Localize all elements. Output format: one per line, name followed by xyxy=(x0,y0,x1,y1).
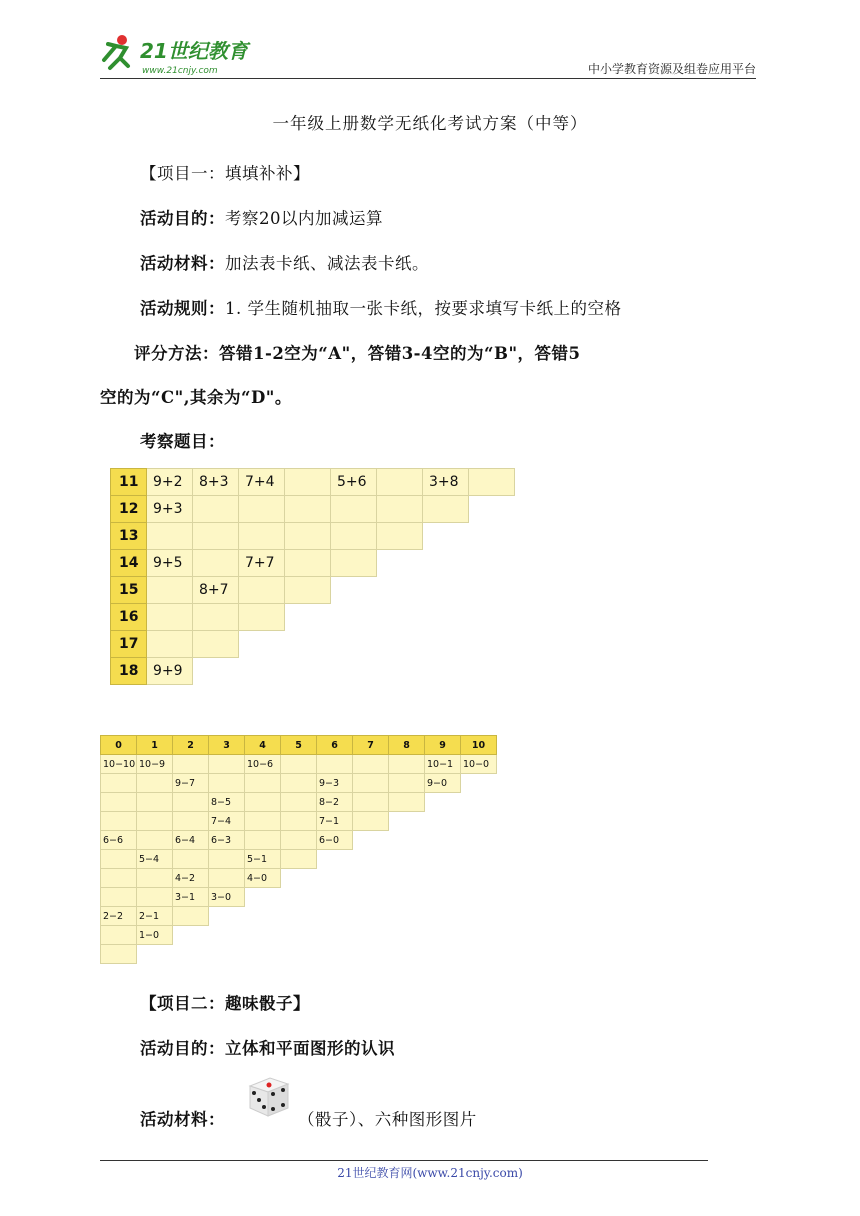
table-row xyxy=(101,850,497,869)
addition-table xyxy=(110,468,515,685)
empty-space xyxy=(353,926,389,945)
empty-space xyxy=(377,658,423,685)
addition-cell[interactable] xyxy=(147,577,193,604)
empty-space xyxy=(377,577,423,604)
table-row xyxy=(101,812,497,831)
empty-space xyxy=(389,926,425,945)
empty-space xyxy=(353,945,389,964)
subtraction-cell[interactable]: 9−7 xyxy=(173,774,209,793)
row-sum-header: 14 xyxy=(111,550,147,577)
subtraction-cell[interactable]: 1−0 xyxy=(137,926,173,945)
subtraction-cell[interactable]: 3−0 xyxy=(209,888,245,907)
subtraction-cell[interactable] xyxy=(281,774,317,793)
subtraction-cell[interactable]: 2−2 xyxy=(101,907,137,926)
table-row xyxy=(101,774,497,793)
addition-cell[interactable]: 5+6 xyxy=(331,469,377,496)
empty-space xyxy=(239,658,285,685)
addition-cell[interactable] xyxy=(239,577,285,604)
subtraction-cell[interactable] xyxy=(137,793,173,812)
subtraction-cell[interactable] xyxy=(209,755,245,774)
empty-space xyxy=(389,869,425,888)
addition-cell[interactable] xyxy=(193,523,239,550)
addition-cell[interactable] xyxy=(331,550,377,577)
purpose-label: 活动目的： xyxy=(140,1039,225,1058)
subtraction-cell[interactable] xyxy=(245,774,281,793)
subtraction-cell[interactable] xyxy=(137,869,173,888)
empty-space xyxy=(461,869,497,888)
addition-cell[interactable]: 3+8 xyxy=(423,469,469,496)
addition-cell[interactable] xyxy=(193,604,239,631)
empty-space xyxy=(425,869,461,888)
addition-cell[interactable]: 9+3 xyxy=(147,496,193,523)
empty-space xyxy=(317,869,353,888)
addition-cell[interactable] xyxy=(331,496,377,523)
purpose-label: 活动目的： xyxy=(140,209,225,228)
subtraction-cell[interactable] xyxy=(101,793,137,812)
empty-space xyxy=(317,926,353,945)
project1-materials xyxy=(140,250,429,274)
scoring-line-1: 评分方法：答错1-2空为“A"，答错3-4空的为“B"，答错5 xyxy=(134,344,581,363)
row-sum-header: 12 xyxy=(111,496,147,523)
subtraction-cell[interactable]: 9−0 xyxy=(425,774,461,793)
difference-header: 2 xyxy=(173,736,209,755)
subtraction-cell[interactable] xyxy=(173,850,209,869)
project2-heading: 【项目二：趣味骰子】 xyxy=(140,994,310,1013)
empty-space xyxy=(461,926,497,945)
subtraction-cell[interactable] xyxy=(281,812,317,831)
empty-space xyxy=(423,658,469,685)
empty-space xyxy=(425,850,461,869)
materials-label: 活动材料： xyxy=(140,1110,225,1129)
row-sum-header: 13 xyxy=(111,523,147,550)
logo-text: 21世纪教育 xyxy=(140,39,248,63)
empty-space xyxy=(331,631,377,658)
empty-space xyxy=(331,658,377,685)
empty-space xyxy=(377,550,423,577)
addition-cell[interactable] xyxy=(285,496,331,523)
empty-space xyxy=(461,907,497,926)
subtraction-cell[interactable] xyxy=(353,793,389,812)
addition-cell[interactable]: 9+5 xyxy=(147,550,193,577)
empty-space xyxy=(425,831,461,850)
subtraction-cell[interactable]: 6−6 xyxy=(101,831,137,850)
subtraction-cell[interactable] xyxy=(281,850,317,869)
subtraction-cell[interactable] xyxy=(389,755,425,774)
subtraction-cell[interactable] xyxy=(137,888,173,907)
addition-cell[interactable] xyxy=(147,523,193,550)
project2-materials xyxy=(140,1106,225,1130)
empty-space xyxy=(425,945,461,964)
empty-space xyxy=(425,926,461,945)
empty-space xyxy=(281,926,317,945)
addition-cell[interactable] xyxy=(193,496,239,523)
subtraction-cell[interactable] xyxy=(101,945,137,964)
difference-header: 1 xyxy=(137,736,173,755)
project1-heading: 【项目一：填填补补】 xyxy=(140,164,310,183)
table-row xyxy=(101,755,497,774)
project1-purpose xyxy=(140,205,383,229)
empty-space xyxy=(389,831,425,850)
subtraction-cell[interactable] xyxy=(173,755,209,774)
subtraction-cell[interactable] xyxy=(101,812,137,831)
row-sum-header: 11 xyxy=(111,469,147,496)
empty-space xyxy=(317,850,353,869)
empty-space xyxy=(389,850,425,869)
empty-space xyxy=(353,869,389,888)
addition-cell[interactable]: 8+3 xyxy=(193,469,239,496)
empty-space xyxy=(173,926,209,945)
addition-cell[interactable]: 9+9 xyxy=(147,658,193,685)
runner-icon xyxy=(104,35,128,68)
empty-space xyxy=(461,774,497,793)
site-logo xyxy=(96,32,266,78)
empty-space xyxy=(423,604,469,631)
subtraction-cell[interactable] xyxy=(101,774,137,793)
empty-space xyxy=(461,945,497,964)
empty-space xyxy=(377,604,423,631)
addition-cell[interactable] xyxy=(285,577,331,604)
empty-space xyxy=(425,907,461,926)
subtraction-cell[interactable]: 10−9 xyxy=(137,755,173,774)
page-title: 一年级上册数学无纸化考试方案（中等） xyxy=(272,114,588,133)
empty-space xyxy=(423,523,469,550)
subtraction-cell[interactable] xyxy=(209,850,245,869)
empty-space xyxy=(317,907,353,926)
addition-cell[interactable] xyxy=(469,469,515,496)
subtraction-cell[interactable] xyxy=(245,831,281,850)
subtraction-cell[interactable]: 10−1 xyxy=(425,755,461,774)
empty-space xyxy=(353,850,389,869)
materials-text: （骰子）、六种图形图片 xyxy=(298,1110,477,1129)
addition-cell[interactable] xyxy=(285,523,331,550)
project1-rules xyxy=(140,295,622,319)
empty-space xyxy=(423,577,469,604)
empty-space xyxy=(353,888,389,907)
subtraction-cell[interactable]: 4−2 xyxy=(173,869,209,888)
empty-space xyxy=(469,550,515,577)
empty-space xyxy=(389,945,425,964)
table-header-row xyxy=(101,736,497,755)
empty-space xyxy=(239,631,285,658)
table-row xyxy=(111,604,515,631)
addition-cell[interactable] xyxy=(239,523,285,550)
addition-cell[interactable] xyxy=(193,631,239,658)
empty-space xyxy=(353,831,389,850)
empty-space xyxy=(425,793,461,812)
empty-space xyxy=(469,523,515,550)
empty-space xyxy=(281,869,317,888)
difference-header: 4 xyxy=(245,736,281,755)
questions-label: 考察题目： xyxy=(140,432,225,451)
table-row xyxy=(101,831,497,850)
empty-space xyxy=(137,945,173,964)
empty-space xyxy=(317,888,353,907)
subtraction-cell[interactable] xyxy=(173,812,209,831)
subtraction-cell[interactable] xyxy=(245,793,281,812)
addition-cell[interactable] xyxy=(377,523,423,550)
subtraction-cell[interactable] xyxy=(353,812,389,831)
subtraction-cell[interactable]: 8−5 xyxy=(209,793,245,812)
table-row xyxy=(111,658,515,685)
addition-cell[interactable] xyxy=(239,496,285,523)
difference-header: 8 xyxy=(389,736,425,755)
addition-cell[interactable] xyxy=(239,604,285,631)
empty-space xyxy=(461,793,497,812)
addition-cell[interactable]: 7+7 xyxy=(239,550,285,577)
addition-cell[interactable]: 9+2 xyxy=(147,469,193,496)
subtraction-cell[interactable]: 10−6 xyxy=(245,755,281,774)
subtraction-cell[interactable]: 6−4 xyxy=(173,831,209,850)
purpose-text: 立体和平面图形的认识 xyxy=(225,1039,395,1058)
subtraction-cell[interactable] xyxy=(101,926,137,945)
addition-cell[interactable] xyxy=(285,469,331,496)
empty-space xyxy=(353,907,389,926)
table-row xyxy=(101,907,497,926)
platform-name: 中小学教育资源及组卷应用平台 xyxy=(587,62,756,76)
subtraction-cell[interactable] xyxy=(389,774,425,793)
project2-purpose xyxy=(140,1035,395,1059)
table-row xyxy=(101,888,497,907)
subtraction-cell[interactable]: 9−3 xyxy=(317,774,353,793)
subtraction-cell[interactable]: 6−3 xyxy=(209,831,245,850)
empty-space xyxy=(245,945,281,964)
empty-space xyxy=(469,496,515,523)
empty-space xyxy=(331,604,377,631)
subtraction-cell[interactable] xyxy=(281,793,317,812)
empty-space xyxy=(245,888,281,907)
subtraction-cell[interactable] xyxy=(209,869,245,888)
header-divider xyxy=(100,78,756,79)
materials-label: 活动材料： xyxy=(140,254,225,273)
subtraction-cell[interactable] xyxy=(209,774,245,793)
table-row xyxy=(101,793,497,812)
empty-space xyxy=(245,907,281,926)
empty-space xyxy=(331,577,377,604)
table-row xyxy=(101,945,497,964)
subtraction-cell[interactable] xyxy=(317,755,353,774)
empty-space xyxy=(425,888,461,907)
addition-cell[interactable] xyxy=(377,469,423,496)
empty-space xyxy=(285,658,331,685)
table-row xyxy=(101,869,497,888)
scoring-line-2: 空的为“C",其余为“D"。 xyxy=(100,388,292,407)
row-sum-header: 16 xyxy=(111,604,147,631)
empty-space xyxy=(281,945,317,964)
addition-cell[interactable] xyxy=(377,496,423,523)
subtraction-cell[interactable]: 10−10 xyxy=(101,755,137,774)
empty-space xyxy=(469,604,515,631)
empty-space xyxy=(469,658,515,685)
addition-cell[interactable]: 7+4 xyxy=(239,469,285,496)
empty-space xyxy=(425,812,461,831)
subtraction-cell[interactable]: 3−1 xyxy=(173,888,209,907)
subtraction-cell[interactable]: 7−1 xyxy=(317,812,353,831)
empty-space xyxy=(209,907,245,926)
empty-space xyxy=(423,631,469,658)
table-row xyxy=(111,523,515,550)
empty-space xyxy=(461,831,497,850)
materials-text: 加法表卡纸、减法表卡纸。 xyxy=(225,254,429,273)
subtraction-cell[interactable]: 8−2 xyxy=(317,793,353,812)
empty-space xyxy=(281,907,317,926)
subtraction-cell[interactable] xyxy=(353,774,389,793)
subtraction-cell[interactable]: 7−4 xyxy=(209,812,245,831)
subtraction-cell[interactable] xyxy=(173,907,209,926)
table-row xyxy=(111,550,515,577)
subtraction-cell[interactable] xyxy=(281,755,317,774)
row-sum-header: 15 xyxy=(111,577,147,604)
difference-header: 3 xyxy=(209,736,245,755)
empty-space xyxy=(209,926,245,945)
addition-cell[interactable] xyxy=(423,496,469,523)
footer-text: 21世纪教育网(www.21cnjy.com) xyxy=(337,1166,523,1180)
difference-header: 5 xyxy=(281,736,317,755)
difference-header: 7 xyxy=(353,736,389,755)
empty-space xyxy=(461,888,497,907)
subtraction-cell[interactable] xyxy=(353,755,389,774)
empty-space xyxy=(173,945,209,964)
empty-space xyxy=(461,812,497,831)
table-row xyxy=(101,926,497,945)
empty-space xyxy=(389,907,425,926)
empty-space xyxy=(377,631,423,658)
addition-cell[interactable] xyxy=(285,550,331,577)
subtraction-cell[interactable] xyxy=(137,774,173,793)
empty-space xyxy=(389,812,425,831)
table-row xyxy=(111,469,515,496)
subtraction-cell[interactable] xyxy=(281,831,317,850)
dice-icon xyxy=(244,1072,292,1120)
subtraction-cell[interactable]: 5−4 xyxy=(137,850,173,869)
subtraction-cell[interactable]: 5−1 xyxy=(245,850,281,869)
difference-header: 6 xyxy=(317,736,353,755)
subtraction-cell[interactable] xyxy=(101,869,137,888)
subtraction-cell[interactable]: 6−0 xyxy=(317,831,353,850)
row-sum-header: 17 xyxy=(111,631,147,658)
empty-space xyxy=(469,577,515,604)
empty-space xyxy=(209,945,245,964)
subtraction-cell[interactable]: 10−0 xyxy=(461,755,497,774)
rules-label: 活动规则： xyxy=(140,299,225,318)
subtraction-cell[interactable] xyxy=(137,812,173,831)
table-row xyxy=(111,631,515,658)
empty-space xyxy=(245,926,281,945)
subtraction-cell[interactable] xyxy=(173,793,209,812)
empty-space xyxy=(281,888,317,907)
addition-cell[interactable] xyxy=(147,604,193,631)
row-sum-header: 18 xyxy=(111,658,147,685)
addition-cell[interactable] xyxy=(331,523,377,550)
empty-space xyxy=(285,631,331,658)
empty-space xyxy=(423,550,469,577)
table-row xyxy=(111,496,515,523)
subtraction-cell[interactable]: 2−1 xyxy=(137,907,173,926)
rules-text: 1. 学生随机抽取一张卡纸，按要求填写卡纸上的空格 xyxy=(225,299,622,318)
addition-cell[interactable] xyxy=(193,550,239,577)
footer-divider xyxy=(100,1160,708,1161)
purpose-text: 考察20以内加减运算 xyxy=(225,209,383,228)
difference-header: 0 xyxy=(101,736,137,755)
empty-space xyxy=(469,631,515,658)
subtraction-cell[interactable] xyxy=(101,850,137,869)
logo-url: www.21cnjy.com xyxy=(142,66,218,76)
empty-space xyxy=(317,945,353,964)
empty-space xyxy=(461,850,497,869)
subtraction-cell[interactable] xyxy=(245,812,281,831)
empty-space xyxy=(285,604,331,631)
addition-cell[interactable] xyxy=(147,631,193,658)
subtraction-table xyxy=(100,735,497,964)
empty-space xyxy=(193,658,239,685)
table-row xyxy=(111,577,515,604)
subtraction-cell[interactable] xyxy=(389,793,425,812)
empty-space xyxy=(389,888,425,907)
addition-cell[interactable]: 8+7 xyxy=(193,577,239,604)
subtraction-cell[interactable] xyxy=(137,831,173,850)
subtraction-cell[interactable]: 4−0 xyxy=(245,869,281,888)
subtraction-cell[interactable] xyxy=(101,888,137,907)
difference-header: 10 xyxy=(461,736,497,755)
difference-header: 9 xyxy=(425,736,461,755)
